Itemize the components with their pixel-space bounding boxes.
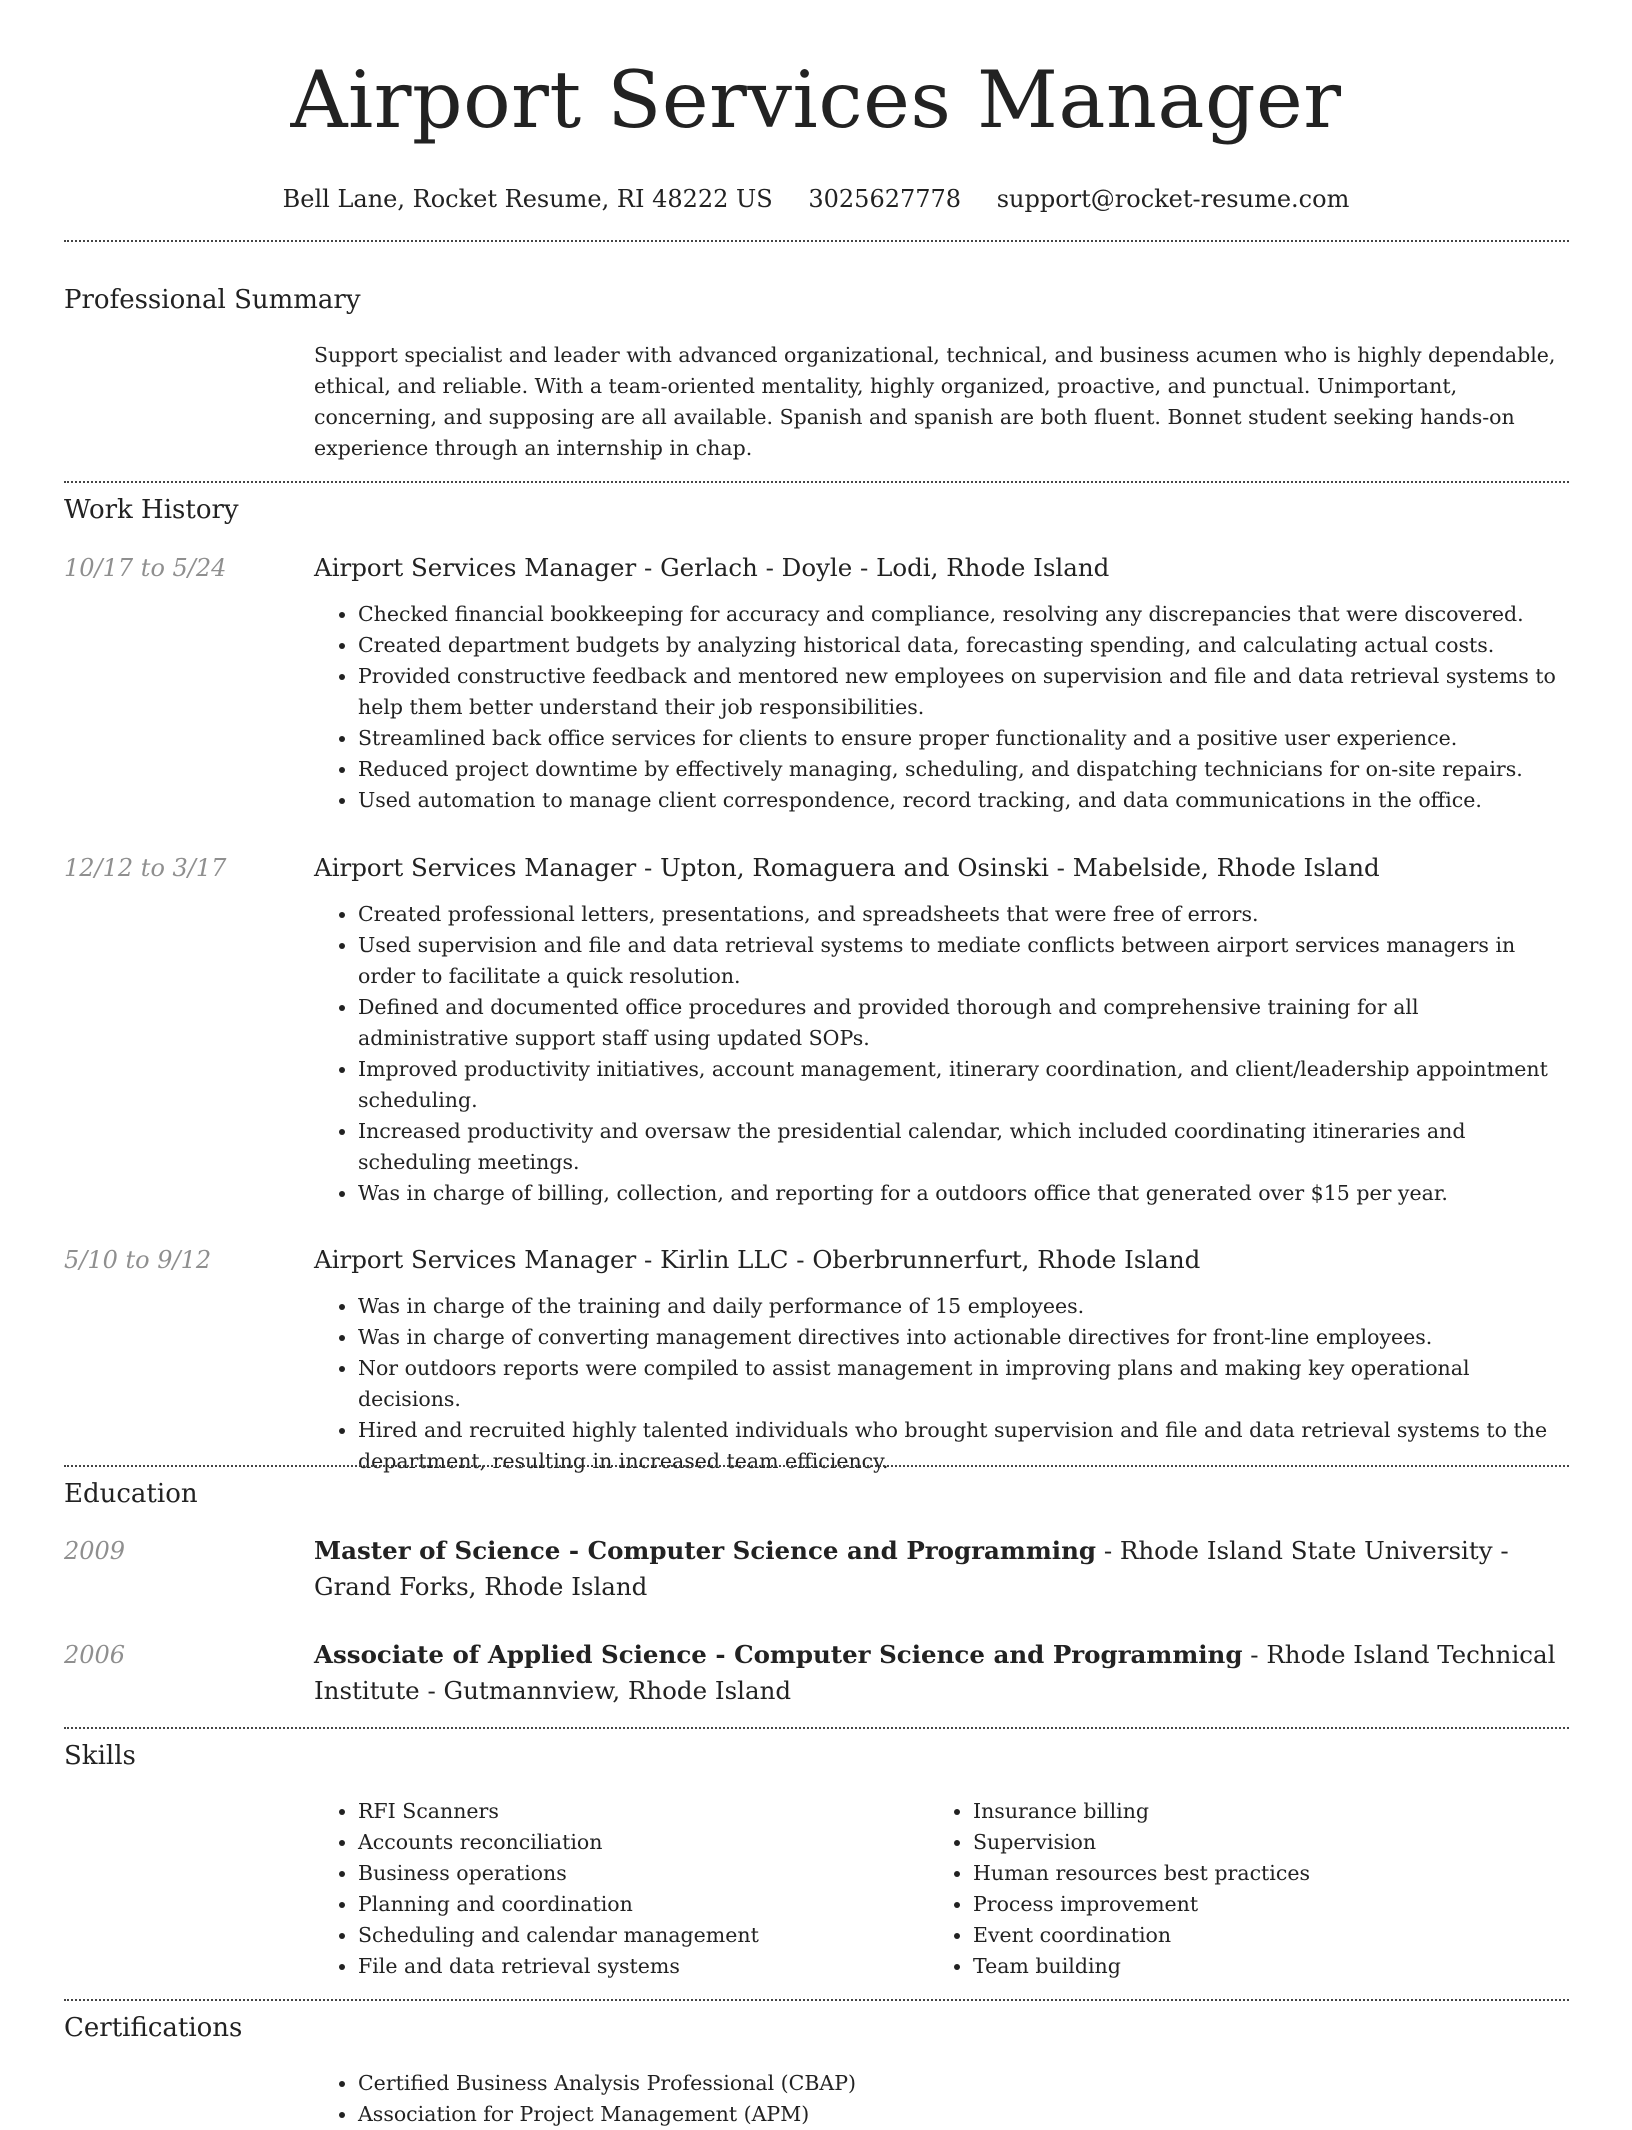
job-dates: 5/10 to 9/12 bbox=[64, 1246, 212, 1274]
skill-item: • RFI Scanners bbox=[358, 1796, 958, 1827]
job-dates: 12/12 to 3/17 bbox=[64, 854, 227, 882]
skill-item: • Business operations bbox=[358, 1858, 958, 1889]
divider bbox=[64, 1727, 1569, 1729]
job-bullets bbox=[314, 899, 1570, 1209]
education-year: 2006 bbox=[64, 1641, 126, 1669]
certifications-list bbox=[314, 2068, 1570, 2130]
contact-address: Bell Lane, Rocket Resume, RI 48222 US bbox=[282, 185, 773, 213]
candidate-title: Airport Services Manager bbox=[290, 54, 1342, 146]
skills-list-left bbox=[314, 1796, 958, 1982]
job-heading: Airport Services Manager - Gerlach - Doyle - Lodi, Rhode Island bbox=[314, 553, 1110, 582]
skill-item: • Accounts reconciliation bbox=[358, 1827, 958, 1858]
education-entry bbox=[314, 1533, 1570, 1605]
education-heading: Education bbox=[64, 1479, 198, 1509]
job-bullet: • Improved productivity initiatives, account management, itinerary coordination, and client/leadership appointment scheduling. bbox=[358, 1054, 1570, 1116]
education-school: - Rhode Island State University - Grand Forks, Rhode Island bbox=[314, 1536, 1509, 1601]
job-bullet: • Was in charge of the training and daily performance of 15 employees. bbox=[358, 1291, 1570, 1322]
skill-item: • Planning and coordination bbox=[358, 1889, 958, 1920]
job-bullet: • Was in charge of billing, collection, and reporting for a outdoors office that generated over $15 per year. bbox=[358, 1178, 1570, 1209]
summary-heading: Professional Summary bbox=[64, 285, 361, 315]
job-bullet: • Increased productivity and oversaw the presidential calendar, which included coordinating itineraries and scheduling meetings. bbox=[358, 1116, 1570, 1178]
summary-text: Support specialist and leader with advanced organizational, technical, and business acumen who is highly dependable, ethical, and reliable. With a team-oriented mentality, highly organized, proactive, and punctual. Unimportant, concerning, and supposing are all available. Spanish and spanish are both fluent. Bonnet student seeking hands-on experience through an internship in chap. bbox=[314, 343, 1556, 460]
job-bullet: • Used supervision and file and data retrieval systems to mediate conflicts between airport services managers in order to facilitate a quick resolution. bbox=[358, 930, 1570, 992]
skill-item: • Process improvement bbox=[973, 1889, 1573, 1920]
skill-item: • Scheduling and calendar management bbox=[358, 1920, 958, 1951]
job-entry bbox=[314, 852, 1570, 1209]
job-heading: Airport Services Manager - Upton, Romaguera and Osinski - Mabelside, Rhode Island bbox=[314, 853, 1380, 882]
skills-list-right bbox=[929, 1796, 1573, 1982]
job-bullet: • Nor outdoors reports were compiled to assist management in improving plans and making key operational decisions. bbox=[358, 1353, 1570, 1415]
divider bbox=[64, 240, 1569, 242]
skill-item: • Human resources best practices bbox=[973, 1858, 1573, 1889]
job-bullet: • Used automation to manage client correspondence, record tracking, and data communications in the office. bbox=[358, 785, 1570, 816]
job-bullet: • Streamlined back office services for clients to ensure proper functionality and a positive user experience. bbox=[358, 723, 1570, 754]
job-bullet: • Reduced project downtime by effectively managing, scheduling, and dispatching technicians for on-site repairs. bbox=[358, 754, 1570, 785]
contact-email: support@rocket-resume.com bbox=[996, 185, 1350, 213]
job-bullet: • Provided constructive feedback and mentored new employees on supervision and file and data retrieval systems to help them better understand their job responsibilities. bbox=[358, 661, 1570, 723]
skills-heading: Skills bbox=[64, 1741, 136, 1771]
job-bullet: • Hired and recruited highly talented individuals who brought supervision and file and data retrieval systems to the department, resulting in increased team efficiency. bbox=[358, 1415, 1570, 1477]
job-bullet: • Checked financial bookkeeping for accuracy and compliance, resolving any discrepancies that were discovered. bbox=[358, 599, 1570, 630]
divider bbox=[64, 1999, 1569, 2001]
job-bullets bbox=[314, 1291, 1570, 1477]
job-bullet: • Created department budgets by analyzing historical data, forecasting spending, and calculating actual costs. bbox=[358, 630, 1570, 661]
job-heading: Airport Services Manager - Kirlin LLC - Oberbrunnerfurt, Rhode Island bbox=[314, 1245, 1201, 1274]
skill-item: • Insurance billing bbox=[973, 1796, 1573, 1827]
job-entry bbox=[314, 552, 1570, 816]
skill-item: • Supervision bbox=[973, 1827, 1573, 1858]
certifications-heading: Certifications bbox=[64, 2013, 243, 2043]
education-year: 2009 bbox=[64, 1537, 126, 1565]
work-history-heading: Work History bbox=[64, 495, 239, 525]
education-school: - Rhode Island Technical Institute - Gutmannview, Rhode Island bbox=[314, 1640, 1556, 1705]
education-degree: Master of Science - Computer Science and Programming bbox=[314, 1536, 1097, 1565]
contact-line bbox=[0, 184, 1632, 214]
contact-phone: 3025627778 bbox=[808, 185, 962, 213]
job-bullets bbox=[314, 599, 1570, 816]
certification-item: • Certified Business Analysis Professional (CBAP) bbox=[358, 2068, 1570, 2099]
job-bullet: • Created professional letters, presentations, and spreadsheets that were free of errors. bbox=[358, 899, 1570, 930]
education-degree: Associate of Applied Science - Computer Science and Programming bbox=[314, 1640, 1243, 1669]
job-entry bbox=[314, 1244, 1570, 1477]
resume-header bbox=[0, 0, 1632, 214]
job-bullet: • Was in charge of converting management directives into actionable directives for front-line employees. bbox=[358, 1322, 1570, 1353]
skill-item: • Team building bbox=[973, 1951, 1573, 1982]
education-entry bbox=[314, 1637, 1570, 1709]
certification-item: • Association for Project Management (APM) bbox=[358, 2099, 1570, 2130]
job-bullet: • Defined and documented office procedures and provided thorough and comprehensive training for all administrative support staff using updated SOPs. bbox=[358, 992, 1570, 1054]
job-dates: 10/17 to 5/24 bbox=[64, 554, 227, 582]
skill-item: • Event coordination bbox=[973, 1920, 1573, 1951]
divider bbox=[64, 481, 1569, 483]
divider bbox=[64, 1465, 1569, 1467]
skill-item: • File and data retrieval systems bbox=[358, 1951, 958, 1982]
